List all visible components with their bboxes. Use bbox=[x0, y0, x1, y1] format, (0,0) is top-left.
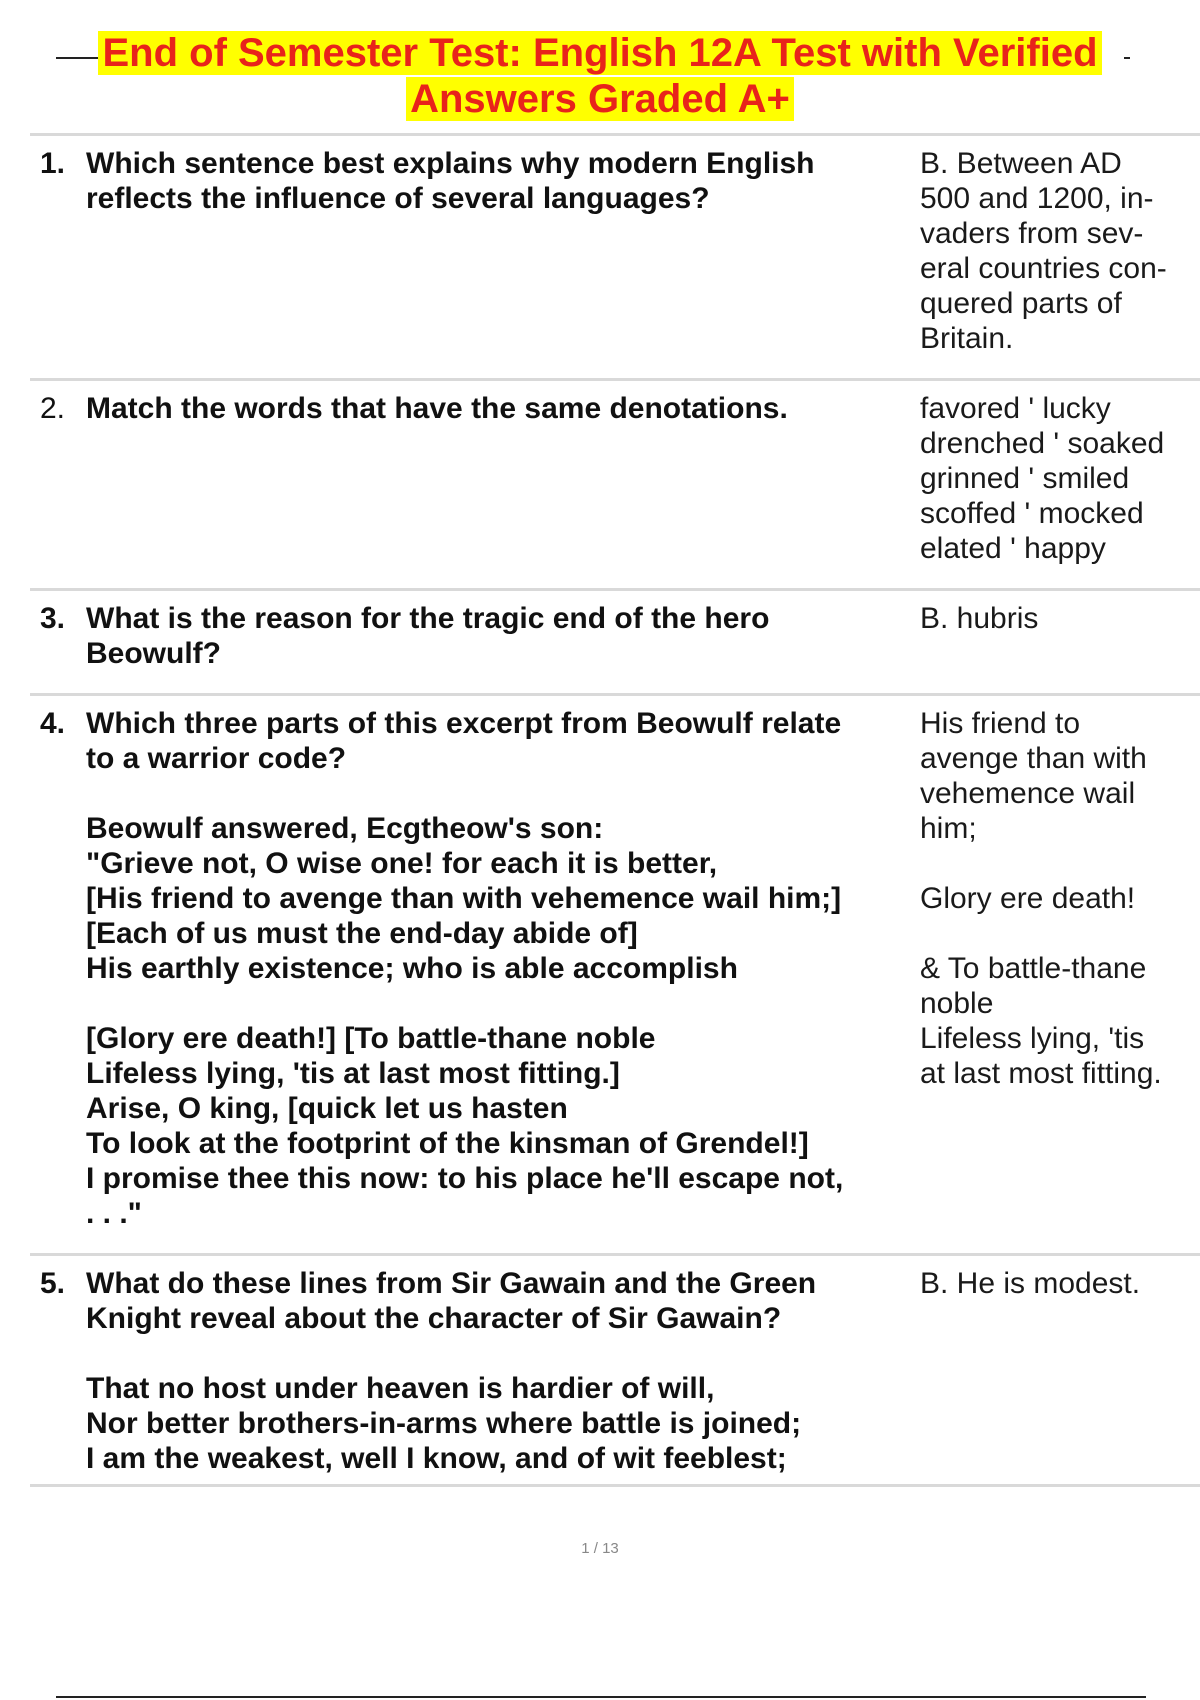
question-number: 4. bbox=[40, 707, 66, 740]
answer-line: at last most fitting. bbox=[920, 1057, 1162, 1090]
answer-line: & To battle-thane bbox=[920, 952, 1147, 985]
answer-line: drenched ' soaked bbox=[920, 427, 1165, 460]
answer-line: 500 and 1200, in- bbox=[920, 182, 1154, 215]
question-line: to a warrior code? bbox=[86, 742, 347, 775]
question-row bbox=[30, 1253, 1200, 1487]
question-row bbox=[30, 693, 1200, 1253]
question-line: His earthly existence; who is able accomplish bbox=[86, 952, 738, 985]
question-line: Which three parts of this excerpt from Beowulf relate bbox=[86, 707, 842, 740]
title-line-2: Answers Graded A+ bbox=[406, 77, 794, 121]
answer-line: His friend to bbox=[920, 707, 1081, 740]
page-number: 1 / 13 bbox=[581, 1540, 619, 1557]
answer-line: favored ' lucky bbox=[920, 392, 1111, 425]
question-line: I am the weakest, well I know, and of wit feeblest; bbox=[86, 1442, 787, 1475]
answer-line bbox=[920, 846, 1200, 881]
question-row bbox=[30, 133, 1200, 378]
question-text bbox=[86, 706, 906, 1231]
qa-table bbox=[30, 133, 1200, 1487]
question-number: 2. bbox=[40, 392, 66, 425]
question-line: Match the words that have the same denotations. bbox=[86, 392, 788, 425]
question-row bbox=[30, 588, 1200, 693]
document-title bbox=[0, 30, 1200, 122]
question-line: Arise, O king, [quick let us hasten bbox=[86, 1092, 568, 1125]
answer-line: scoffed ' mocked bbox=[920, 497, 1144, 530]
question-line: Beowulf answered, Ecgtheow's son: bbox=[86, 812, 604, 845]
answer-line: vaders from sev- bbox=[920, 217, 1144, 250]
question-line: [Glory ere death!] [To battle-thane noble bbox=[86, 1022, 656, 1055]
question-line: Knight reveal about the character of Sir Gawain? bbox=[86, 1302, 782, 1335]
question-line: . . ." bbox=[86, 1197, 142, 1230]
answer-text bbox=[906, 391, 1200, 566]
question-line: [Each of us must the end-day abide of] bbox=[86, 917, 638, 950]
answer-line: him; bbox=[920, 812, 977, 845]
question-line bbox=[86, 776, 906, 811]
answer-text bbox=[906, 146, 1200, 356]
question-text bbox=[86, 146, 906, 216]
question-line: Beowulf? bbox=[86, 637, 221, 670]
answer-line: grinned ' smiled bbox=[920, 462, 1130, 495]
answer-text bbox=[906, 1266, 1200, 1301]
question-line: What is the reason for the tragic end of the hero bbox=[86, 602, 770, 635]
answer-line: vehemence wail bbox=[920, 777, 1136, 810]
question-line: I promise thee this now: to his place he'll escape not, bbox=[86, 1162, 844, 1195]
question-line: Lifeless lying, 'tis at last most fitting.] bbox=[86, 1057, 620, 1090]
answer-line: Lifeless lying, 'tis bbox=[920, 1022, 1145, 1055]
question-text bbox=[86, 601, 906, 671]
question-number: 5. bbox=[40, 1267, 66, 1300]
question-text bbox=[86, 391, 906, 426]
answer-text bbox=[906, 601, 1200, 636]
answer-line: B. Between AD bbox=[920, 147, 1122, 180]
answer-line: B. He is modest. bbox=[920, 1267, 1141, 1300]
question-row bbox=[30, 378, 1200, 588]
answer-line: avenge than with bbox=[920, 742, 1147, 775]
question-line: That no host under heaven is hardier of will, bbox=[86, 1372, 715, 1405]
answer-line: noble bbox=[920, 987, 994, 1020]
answer-text bbox=[906, 706, 1200, 1091]
question-line: To look at the footprint of the kinsman of Grendel!] bbox=[86, 1127, 809, 1160]
answer-line: eral countries con- bbox=[920, 252, 1167, 285]
question-line: What do these lines from Sir Gawain and the Green bbox=[86, 1267, 817, 1300]
answer-line: quered parts of bbox=[920, 287, 1122, 320]
question-line: Nor better brothers-in-arms where battle is joined; bbox=[86, 1407, 802, 1440]
bottom-rule bbox=[56, 1696, 1146, 1698]
question-line: reflects the influence of several languages? bbox=[86, 182, 710, 215]
answer-line: Glory ere death! bbox=[920, 882, 1136, 915]
question-number: 3. bbox=[40, 602, 66, 635]
question-line: Which sentence best explains why modern English bbox=[86, 147, 815, 180]
answer-line: elated ' happy bbox=[920, 532, 1106, 565]
question-line: [His friend to avenge than with vehemence wail him;] bbox=[86, 882, 842, 915]
question-text bbox=[86, 1266, 906, 1476]
answer-line: Britain. bbox=[920, 322, 1014, 355]
title-line-1: End of Semester Test: English 12A Test with Verified bbox=[98, 31, 1101, 75]
question-line bbox=[86, 1336, 906, 1371]
answer-line bbox=[920, 916, 1200, 951]
question-line: "Grieve not, O wise one! for each it is better, bbox=[86, 847, 718, 880]
question-line bbox=[86, 986, 906, 1021]
question-number: 1. bbox=[40, 147, 66, 180]
answer-line: B. hubris bbox=[920, 602, 1039, 635]
